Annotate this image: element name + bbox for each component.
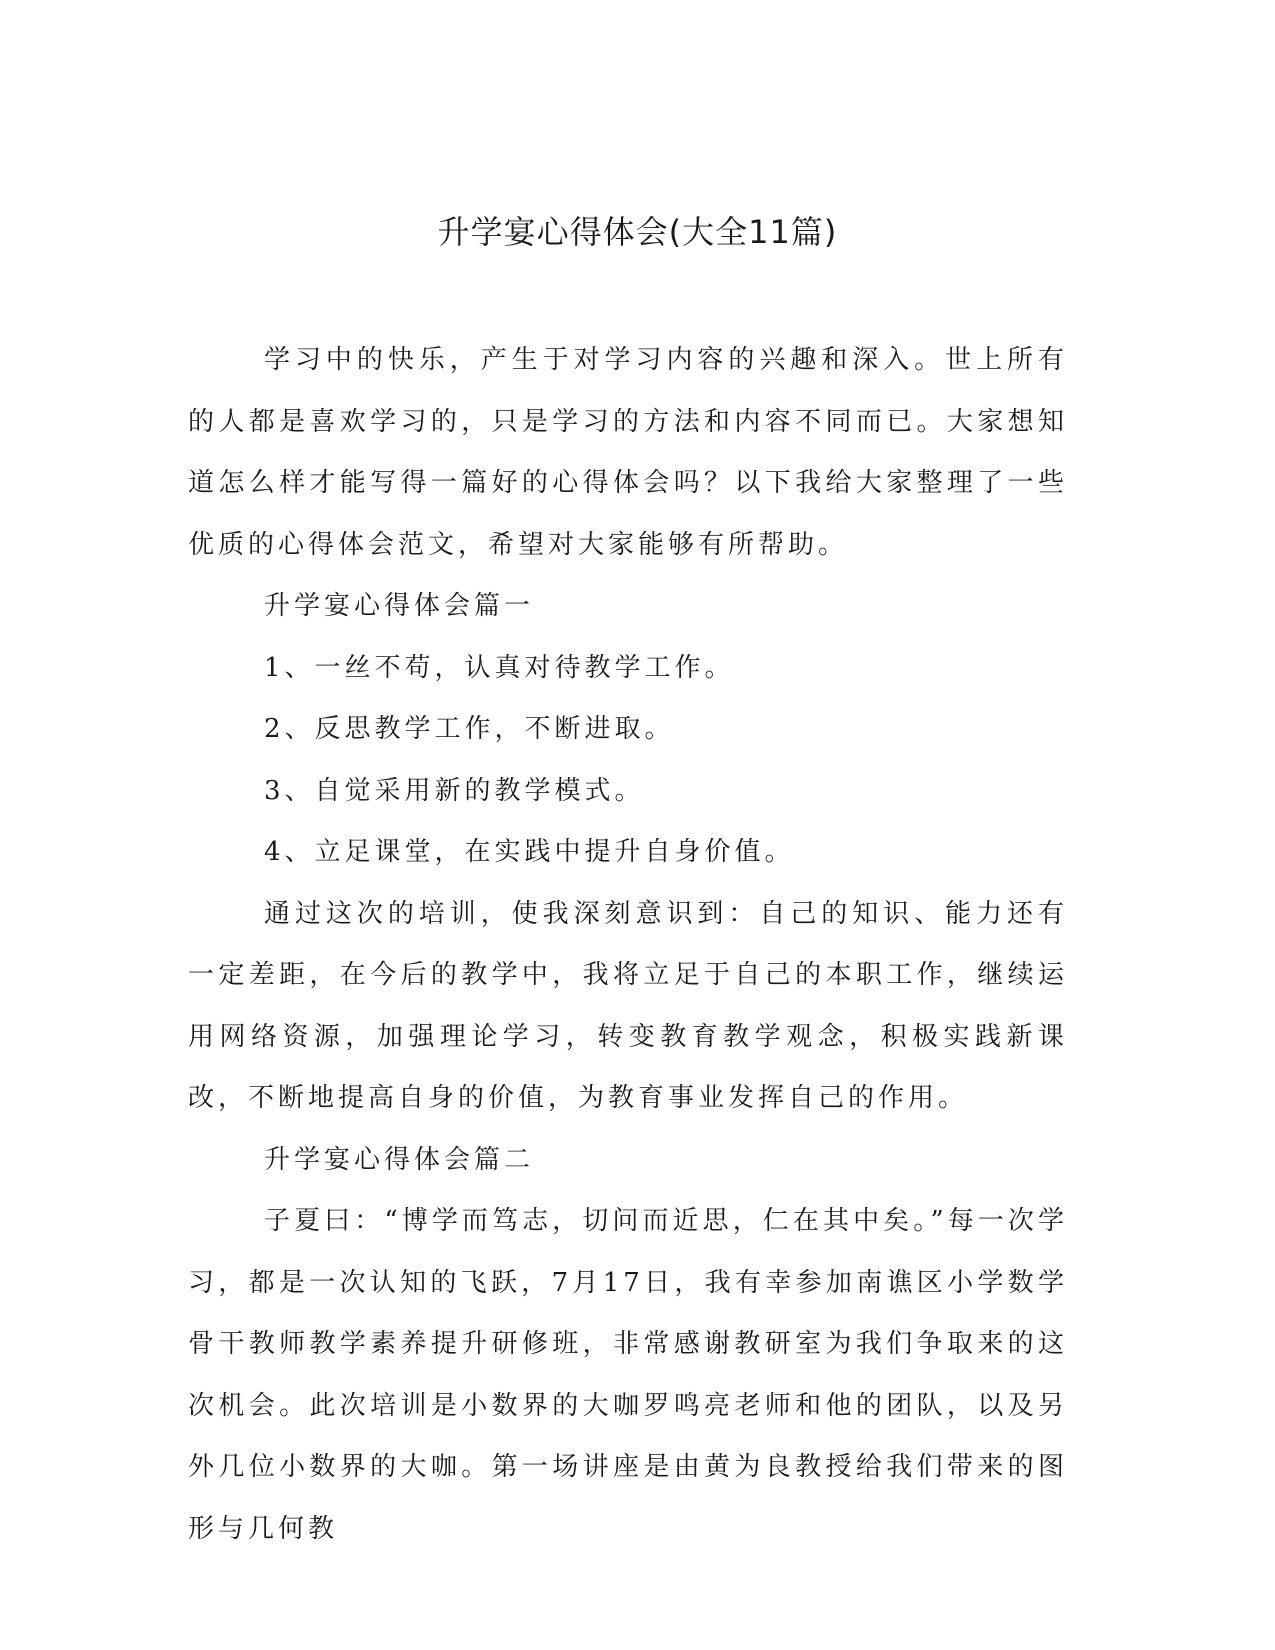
list-item-4: 4、立足课堂，在实践中提升自身价值。 (264, 837, 795, 867)
section-heading-two: 升学宴心得体会篇二 (264, 1144, 535, 1175)
training-paragraph: 子夏曰：“博学而笃志，切问而近思，仁在其中矣。”每一次学习，都是一次认知的飞跃，7月17日，我有幸参加南谯区小学数学骨干教师教学素养提升研修班，非常感谢教研室为我们争取来的这次机会。此次培训是小数界的大咖罗鸣亮老师和他的团队，以及另外几位小数界的大咖。第一场讲座是由黄为良教授给我们带来的图形与几何教 (188, 1206, 1068, 1544)
section-heading-one: 升学宴心得体会篇一 (264, 591, 535, 621)
reflection-paragraph: 通过这次的培训，使我深刻意识到：自己的知识、能力还有一定差距，在今后的教学中，我将立足于自己的本职工作，继续运用网络资源，加强理论学习，转变教育教学观念，积极实践新课改，不断地提高自身的价值，为教育事业发挥自己的作用。 (188, 898, 1068, 1113)
list-item-3: 3、自觉采用新的教学模式。 (264, 775, 645, 806)
document-title: 升学宴心得体会(大全11篇) (437, 213, 838, 251)
intro-paragraph: 学习中的快乐，产生于对学习内容的兴趣和深入。世上所有的人都是喜欢学习的，只是学习的方法和内容不同而已。大家想知道怎么样才能写得一篇好的心得体会吗？以下我给大家整理了一些优质的心得体会范文，希望对大家能够有所帮助。 (188, 345, 1068, 560)
list-item-2: 2、反思教学工作，不断进取。 (264, 714, 675, 744)
document-body (188, 330, 1068, 1560)
list-item-1: 1、一丝不苟，认真对待教学工作。 (264, 652, 735, 683)
